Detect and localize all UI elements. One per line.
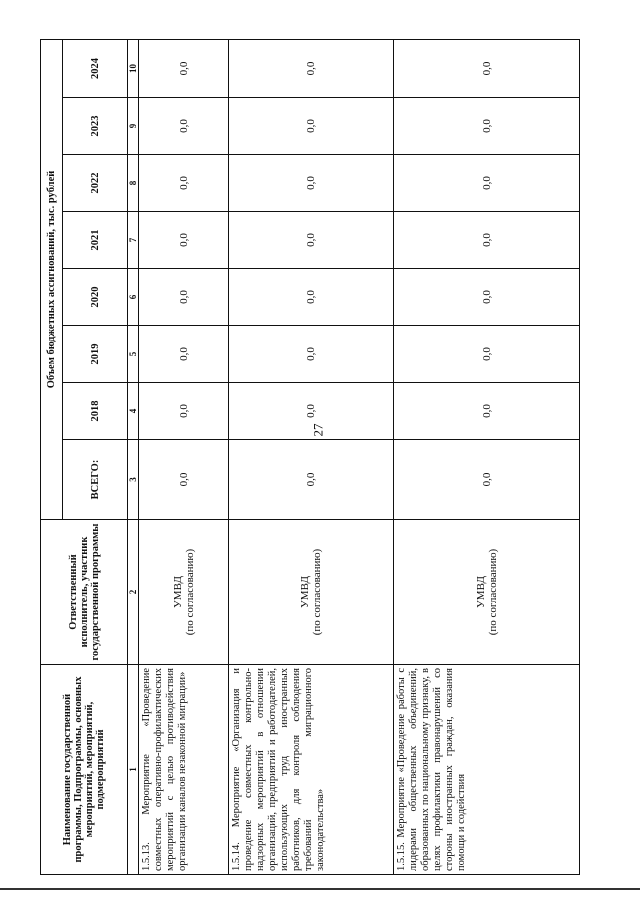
row-name: 1.5.15. Мероприятие «Проведение работы с лидерами общественных объединений, образованных по национальному признаку, в целях профилактики правонарушений со стороны иностранных граждан, оказания помощи и содействия [394, 665, 580, 875]
header-name: Наименование государственной программы, Подпрограммы, основных мероприятий, мероприятий, подмероприятий [41, 665, 128, 875]
scan-edge-line [0, 888, 640, 890]
table-row [139, 39, 229, 874]
value-cell: 0,0 [394, 326, 580, 383]
executor-label: УМВД [299, 576, 311, 608]
value-cell: 0,0 [394, 383, 580, 440]
executor-label: УМВД [474, 576, 487, 608]
value-cell: 0,0 [229, 326, 394, 383]
value-cell: 0,0 [394, 440, 580, 520]
value-cell: 0,0 [139, 155, 229, 212]
executor-label: УМВД [171, 576, 184, 608]
executor-note: (по согласованию) [311, 548, 323, 636]
column-number: 5 [128, 326, 139, 383]
header-budget-group: Объем бюджетных ассигнований, тыс. рублей [41, 39, 63, 519]
row-executor [139, 520, 229, 665]
value-cell: 0,0 [394, 39, 580, 97]
column-number: 10 [128, 39, 139, 97]
column-number: 8 [128, 155, 139, 212]
value-cell: 0,0 [229, 39, 394, 97]
header-year: 2023 [63, 98, 128, 155]
column-number: 6 [128, 269, 139, 326]
header-year: 2018 [63, 383, 128, 440]
column-number: 2 [128, 520, 139, 665]
header-year: 2019 [63, 326, 128, 383]
rotated-content [40, 40, 580, 875]
column-number-row [128, 39, 139, 874]
value-cell: 0,0 [139, 383, 229, 440]
value-cell: 0,0 [139, 269, 229, 326]
executor-note: (по согласованию) [486, 548, 499, 636]
column-number: 1 [128, 665, 139, 875]
row-name: 1.5.13. Мероприятие «Проведение совместных оперативно-профилактических мероприятий с целью противодействия организации каналов незаконной миграции» [139, 665, 229, 875]
table-row [394, 39, 580, 874]
header-year: 2021 [63, 212, 128, 269]
value-cell: 0,0 [229, 440, 394, 520]
column-number: 9 [128, 98, 139, 155]
value-cell: 0,0 [394, 155, 580, 212]
header-year: 2024 [63, 39, 128, 97]
header-executor: Ответственный исполнитель, участник государственной программы [41, 520, 128, 665]
row-executor [394, 520, 580, 665]
value-cell: 0,0 [139, 440, 229, 520]
rotated-table-wrapper [40, 40, 580, 875]
value-cell: 0,0 [139, 326, 229, 383]
budget-table [40, 39, 580, 875]
value-cell: 0,0 [229, 212, 394, 269]
page-number: 27 [310, 423, 326, 437]
table-row [229, 39, 394, 874]
header-year: 2022 [63, 155, 128, 212]
column-number: 3 [128, 440, 139, 520]
value-cell: 0,0 [139, 98, 229, 155]
value-cell: 0,0 [394, 98, 580, 155]
header-total: ВСЕГО: [63, 440, 128, 520]
value-cell: 0,0 [139, 39, 229, 97]
value-cell: 0,0 [394, 212, 580, 269]
header-year: 2020 [63, 269, 128, 326]
row-executor [229, 520, 394, 665]
row-name: 1.5.14. Мероприятие «Организация и проведение совместных контрольно-надзорных мероприятий в отношении организаций, предприятий и работодателей, использующих труд иностранных работников, для контроля соблюдения требований миграционного законодательства» [229, 665, 394, 875]
value-cell: 0,0 [139, 212, 229, 269]
value-cell: 0,0 [229, 383, 394, 440]
column-number: 7 [128, 212, 139, 269]
value-cell: 0,0 [229, 98, 394, 155]
value-cell: 0,0 [229, 269, 394, 326]
value-cell: 0,0 [394, 269, 580, 326]
header-row-1 [41, 39, 63, 874]
executor-note: (по согласованию) [183, 548, 196, 636]
value-cell: 0,0 [229, 155, 394, 212]
column-number: 4 [128, 383, 139, 440]
